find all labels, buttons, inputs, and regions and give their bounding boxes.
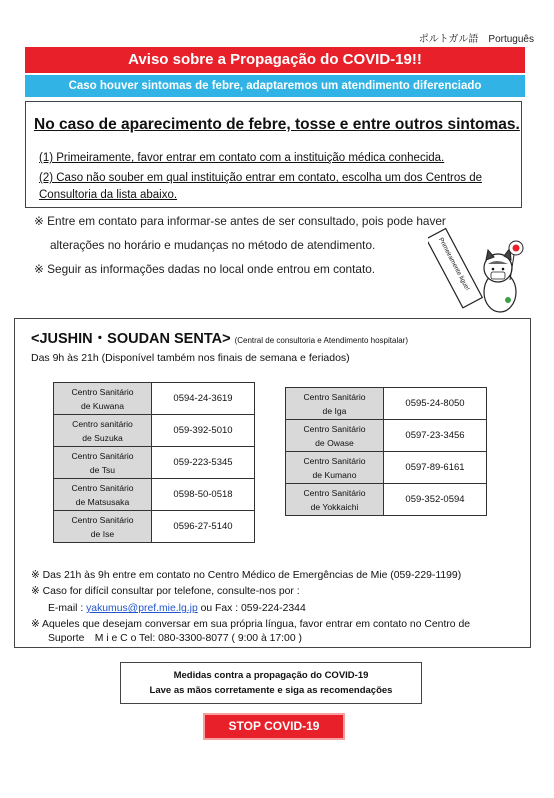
table-row bbox=[54, 383, 255, 415]
mascot-sign-text: Primeiramente ligue! bbox=[437, 236, 471, 292]
center-phone: 0596-27-5140 bbox=[152, 511, 255, 543]
footnote-contact: ※ Caso for difícil consultar por telefone, consulte-nos por : bbox=[31, 586, 300, 597]
mascot-illustration bbox=[428, 220, 528, 320]
center-name bbox=[54, 415, 152, 447]
center-title-note: (Central de consultoria e Atendimento hospitalar) bbox=[234, 336, 409, 345]
footnote-night: ※ Das 21h às 9h entre em contato no Centro Médico de Emergências de Mie (059-229-1199) bbox=[31, 570, 462, 581]
center-table-left bbox=[53, 382, 255, 543]
symptoms-box bbox=[25, 101, 522, 208]
center-name-line-1: Centro Sanitário bbox=[303, 487, 366, 498]
center-phone: 0595-24-8050 bbox=[384, 388, 487, 420]
center-name bbox=[286, 420, 384, 452]
center-phone: 0597-89-6161 bbox=[384, 452, 487, 484]
fax-text: ou Fax : 059-224-2344 bbox=[197, 603, 306, 614]
center-name bbox=[286, 388, 384, 420]
center-name bbox=[286, 452, 384, 484]
center-name-line-2: de Tsu bbox=[89, 464, 116, 475]
measures-line-1: Medidas contra a propagação do COVID-19 bbox=[173, 670, 369, 681]
center-heading bbox=[31, 327, 408, 348]
email-label: E-mail : bbox=[48, 603, 87, 614]
consultation-center-box bbox=[14, 318, 531, 648]
center-name-line-2: de Suzuka bbox=[82, 432, 123, 443]
step-1-text: (1) Primeiramente, favor entrar em contato com a instituição médica conhecida. bbox=[39, 152, 445, 164]
center-phone: 0594-24-3619 bbox=[152, 383, 255, 415]
center-name-line-2: de Owase bbox=[315, 437, 354, 448]
footnote-language-2: Suporte M i e C o Tel: 080-3300-8077 ( 9:00 à 17:00 ) bbox=[48, 633, 302, 644]
center-title: <JUSHIN・SOUDAN SENTA> bbox=[31, 331, 231, 347]
center-name-line-2: de Ise bbox=[90, 528, 115, 539]
table-row bbox=[286, 388, 487, 420]
table-row bbox=[286, 484, 487, 516]
center-name-line-2: de Iga bbox=[322, 405, 347, 416]
center-name-line-1: Centro Sanitário bbox=[71, 514, 134, 525]
center-name-line-2: de Matsusaka bbox=[75, 496, 130, 507]
center-name-line-1: Centro Sanitário bbox=[303, 423, 366, 434]
center-phone: 059-352-0594 bbox=[384, 484, 487, 516]
email-link[interactable]: yakumus@pref.mie.lg.jp bbox=[86, 603, 198, 614]
center-phone: 059-392-5010 bbox=[152, 415, 255, 447]
note-2: ※ Seguir as informações dadas no local onde entrou em contato. bbox=[34, 262, 376, 276]
center-name-line-1: Centro Sanitário bbox=[71, 482, 134, 493]
step-2-text: (2) Caso não souber em qual instituição entrar em contato, escolha um dos Centros de Consultoria da lista abaixo. bbox=[39, 172, 482, 201]
page-title: Aviso sobre a Propagação do COVID-19!! bbox=[25, 47, 525, 73]
table-row bbox=[286, 420, 487, 452]
contact-line bbox=[48, 602, 306, 616]
center-name-line-1: Centro Sanitário bbox=[303, 455, 366, 466]
stop-covid-banner: STOP COVID-19 bbox=[205, 715, 343, 738]
center-table-right bbox=[285, 387, 487, 516]
center-name bbox=[286, 484, 384, 516]
measures-line-2: Lave as mãos corretamente e siga as recomendações bbox=[149, 685, 393, 696]
measures-box bbox=[120, 662, 422, 704]
center-name bbox=[54, 447, 152, 479]
center-name bbox=[54, 479, 152, 511]
center-phone: 059-223-5345 bbox=[152, 447, 255, 479]
table-row bbox=[54, 511, 255, 543]
center-name-line-1: Centro Sanitário bbox=[303, 391, 366, 402]
center-name-line-1: Centro sanitário bbox=[72, 418, 133, 429]
center-name-line-2: de Yokkaichi bbox=[310, 501, 359, 512]
center-name-line-2: de Kumano bbox=[312, 469, 357, 480]
subtitle-banner: Caso houver sintomas de febre, adaptaremos um atendimento diferenciado bbox=[25, 75, 525, 97]
table-row bbox=[54, 479, 255, 511]
center-name bbox=[54, 383, 152, 415]
center-hours: Das 9h às 21h (Disponível também nos finais de semana e feriados) bbox=[31, 352, 350, 364]
note-1-line-2: alterações no horário e mudanças no método de atendimento. bbox=[50, 238, 376, 252]
table-row bbox=[54, 415, 255, 447]
center-name-line-2: de Kuwana bbox=[80, 400, 124, 411]
center-phone: 0598-50-0518 bbox=[152, 479, 255, 511]
note-1-line-1: ※ Entre em contato para informar-se antes de ser consultado, pois pode haver bbox=[34, 214, 446, 228]
table-row bbox=[54, 447, 255, 479]
center-name bbox=[54, 511, 152, 543]
table-row bbox=[286, 452, 487, 484]
center-name-line-1: Centro Sanitário bbox=[71, 450, 134, 461]
symptoms-heading: No caso de aparecimento de febre, tosse e entre outros sintomas. bbox=[34, 116, 520, 133]
center-name-line-1: Centro Sanitário bbox=[71, 386, 134, 397]
center-phone: 0597-23-3456 bbox=[384, 420, 487, 452]
footnote-language-1: ※ Aqueles que desejam conversar em sua própria língua, favor entrar em contato no Centro de bbox=[31, 619, 471, 630]
language-label: ポルトガル語 Português bbox=[418, 34, 534, 45]
